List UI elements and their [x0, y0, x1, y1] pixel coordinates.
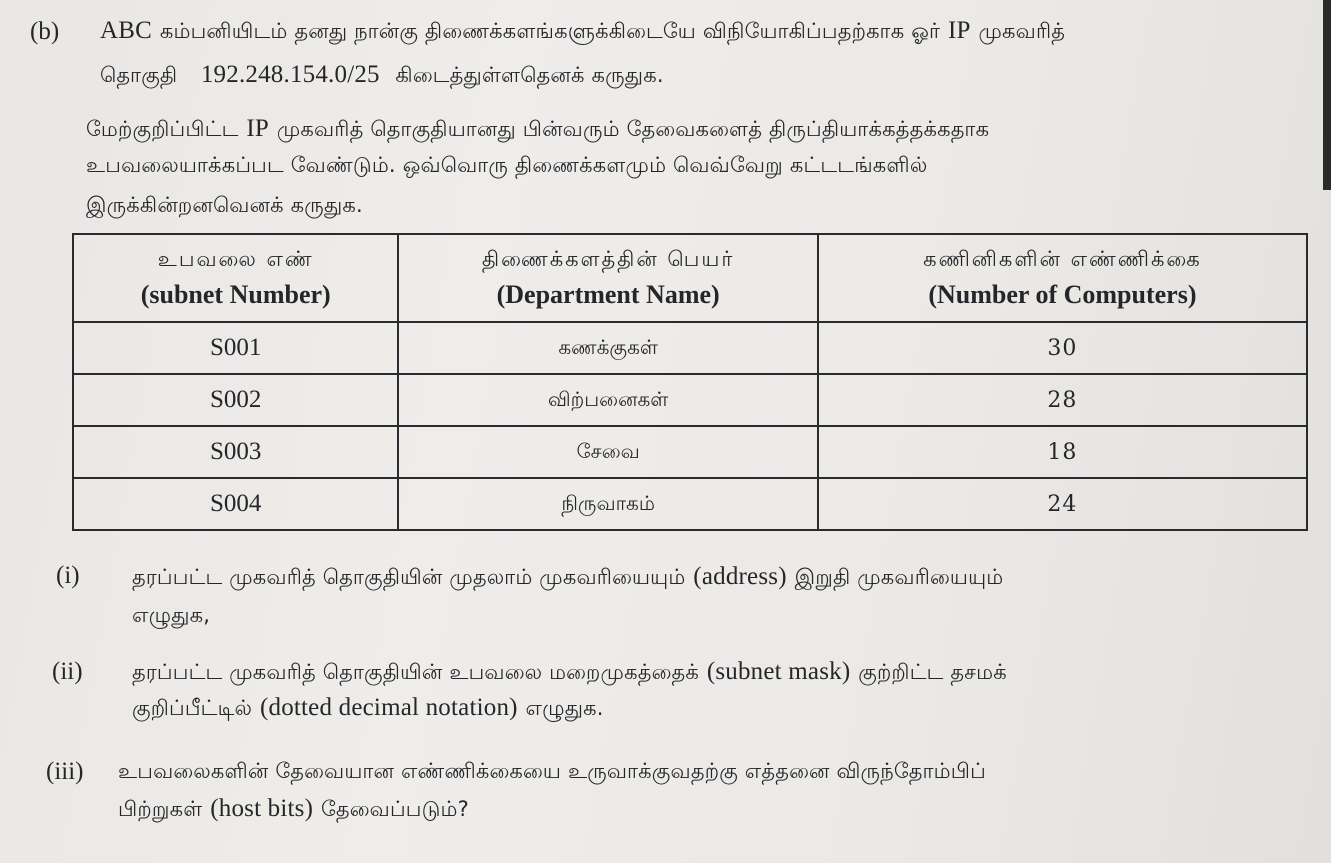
- computers-cell: 28: [818, 374, 1307, 426]
- company-name: ABC: [100, 17, 153, 44]
- header-tamil: திணைக்களத்தின் பெயர்: [481, 246, 735, 271]
- ip-term: IP: [948, 17, 971, 44]
- subquestion-ii-line-1: [132, 657, 1007, 687]
- intro-text-2: தொகுதி: [100, 63, 178, 87]
- table-header-row: [73, 234, 1307, 322]
- part-label: (b): [30, 18, 60, 45]
- header-subnet-number: [73, 234, 398, 322]
- table-row: [73, 374, 1307, 426]
- intro-line-1: [100, 16, 1065, 46]
- subquestion-label-iii: (iii): [46, 758, 84, 785]
- subq-text: தரப்பட்ட முகவரித் தொகுதியின் உபவலை மறைமுகத்தைக்: [132, 660, 699, 684]
- para-line-2: உபவலையாக்கப்பட வேண்டும். ஒவ்வொரு திணைக்களமும் வெவ்வேறு கட்டடங்களில்: [86, 153, 928, 177]
- department-cell: கணக்குகள்: [398, 322, 817, 374]
- intro-text-1-end: முகவரித்: [978, 19, 1066, 43]
- subq-english-term: (host bits): [210, 795, 314, 822]
- header-number-of-computers: [818, 234, 1307, 322]
- subquestion-i-line-1: [132, 562, 1003, 592]
- subq-text: எழுதுக.: [525, 696, 604, 720]
- department-cell: நிருவாகம்: [398, 478, 817, 530]
- intro-line-2: [100, 60, 664, 90]
- department-cell: சேவை: [398, 426, 817, 478]
- subquestion-iii-line-1: உபவலைகளின் தேவையான எண்ணிக்கையை உருவாக்குவதற்கு எத்தனை விருந்தோம்பிப்: [118, 759, 986, 783]
- subnet-table: [72, 233, 1308, 531]
- subquestion-i-line-2: எழுதுக,: [132, 603, 211, 627]
- subq-text: குற்றிட்ட தசமக்: [858, 660, 1007, 684]
- header-english: (subnet Number): [140, 279, 331, 309]
- subnet-cell: S001: [73, 322, 398, 374]
- subq-text: குறிப்பீட்டில்: [132, 696, 253, 720]
- para-text-1: மேற்குறிப்பிட்ட: [86, 117, 239, 141]
- subq-english-term: (subnet mask): [706, 658, 851, 685]
- header-english: (Department Name): [496, 279, 720, 309]
- computers-cell: 18: [818, 426, 1307, 478]
- subquestion-iii-line-2: [118, 794, 469, 824]
- subq-english-term: (address): [693, 563, 787, 590]
- subq-text: தேவைப்படும்?: [320, 797, 469, 821]
- table-row: [73, 478, 1307, 530]
- department-cell: விற்பனைகள்: [398, 374, 817, 426]
- subnet-cell: S004: [73, 478, 398, 530]
- table-row: [73, 426, 1307, 478]
- computers-cell: 30: [818, 322, 1307, 374]
- para-line-3: இருக்கின்றனவெனக் கருதுக.: [86, 193, 363, 217]
- page-edge-shadow: [1323, 0, 1331, 190]
- intro-text-2-end: கிடைத்துள்ளதெனக் கருதுக.: [395, 63, 664, 87]
- subquestion-label-ii: (ii): [52, 658, 83, 685]
- table-row: [73, 322, 1307, 374]
- para-line-1: [86, 114, 989, 144]
- header-tamil: உபவலை எண்: [157, 246, 314, 271]
- computers-cell: 24: [818, 478, 1307, 530]
- header-department-name: [398, 234, 817, 322]
- subnet-cell: S002: [73, 374, 398, 426]
- para-text-1-end: முகவரித் தொகுதியானது பின்வரும் தேவைகளைத் திருப்தியாக்கத்தக்கதாக: [276, 117, 990, 141]
- subq-text: பிற்றுகள்: [118, 797, 203, 821]
- subnet-cell: S003: [73, 426, 398, 478]
- subquestion-label-i: (i): [56, 562, 80, 589]
- ip-term-2: IP: [246, 115, 270, 142]
- header-tamil: கணினிகளின் எண்ணிக்கை: [923, 246, 1202, 271]
- subq-english-term: (dotted decimal notation): [259, 694, 518, 721]
- subquestion-ii-line-2: [132, 693, 604, 723]
- subq-text: இறுதி முகவரியையும்: [794, 565, 1004, 589]
- intro-text-1: கம்பனியிடம் தனது நான்கு திணைக்களங்களுக்கிடையே விநியோகிப்பதற்காக ஓர்: [159, 19, 941, 43]
- subq-text: தரப்பட்ட முகவரித் தொகுதியின் முதலாம் முகவரியையும்: [132, 565, 686, 589]
- header-english: (Number of Computers): [928, 279, 1197, 309]
- ip-block: 192.248.154.0/25: [200, 61, 380, 88]
